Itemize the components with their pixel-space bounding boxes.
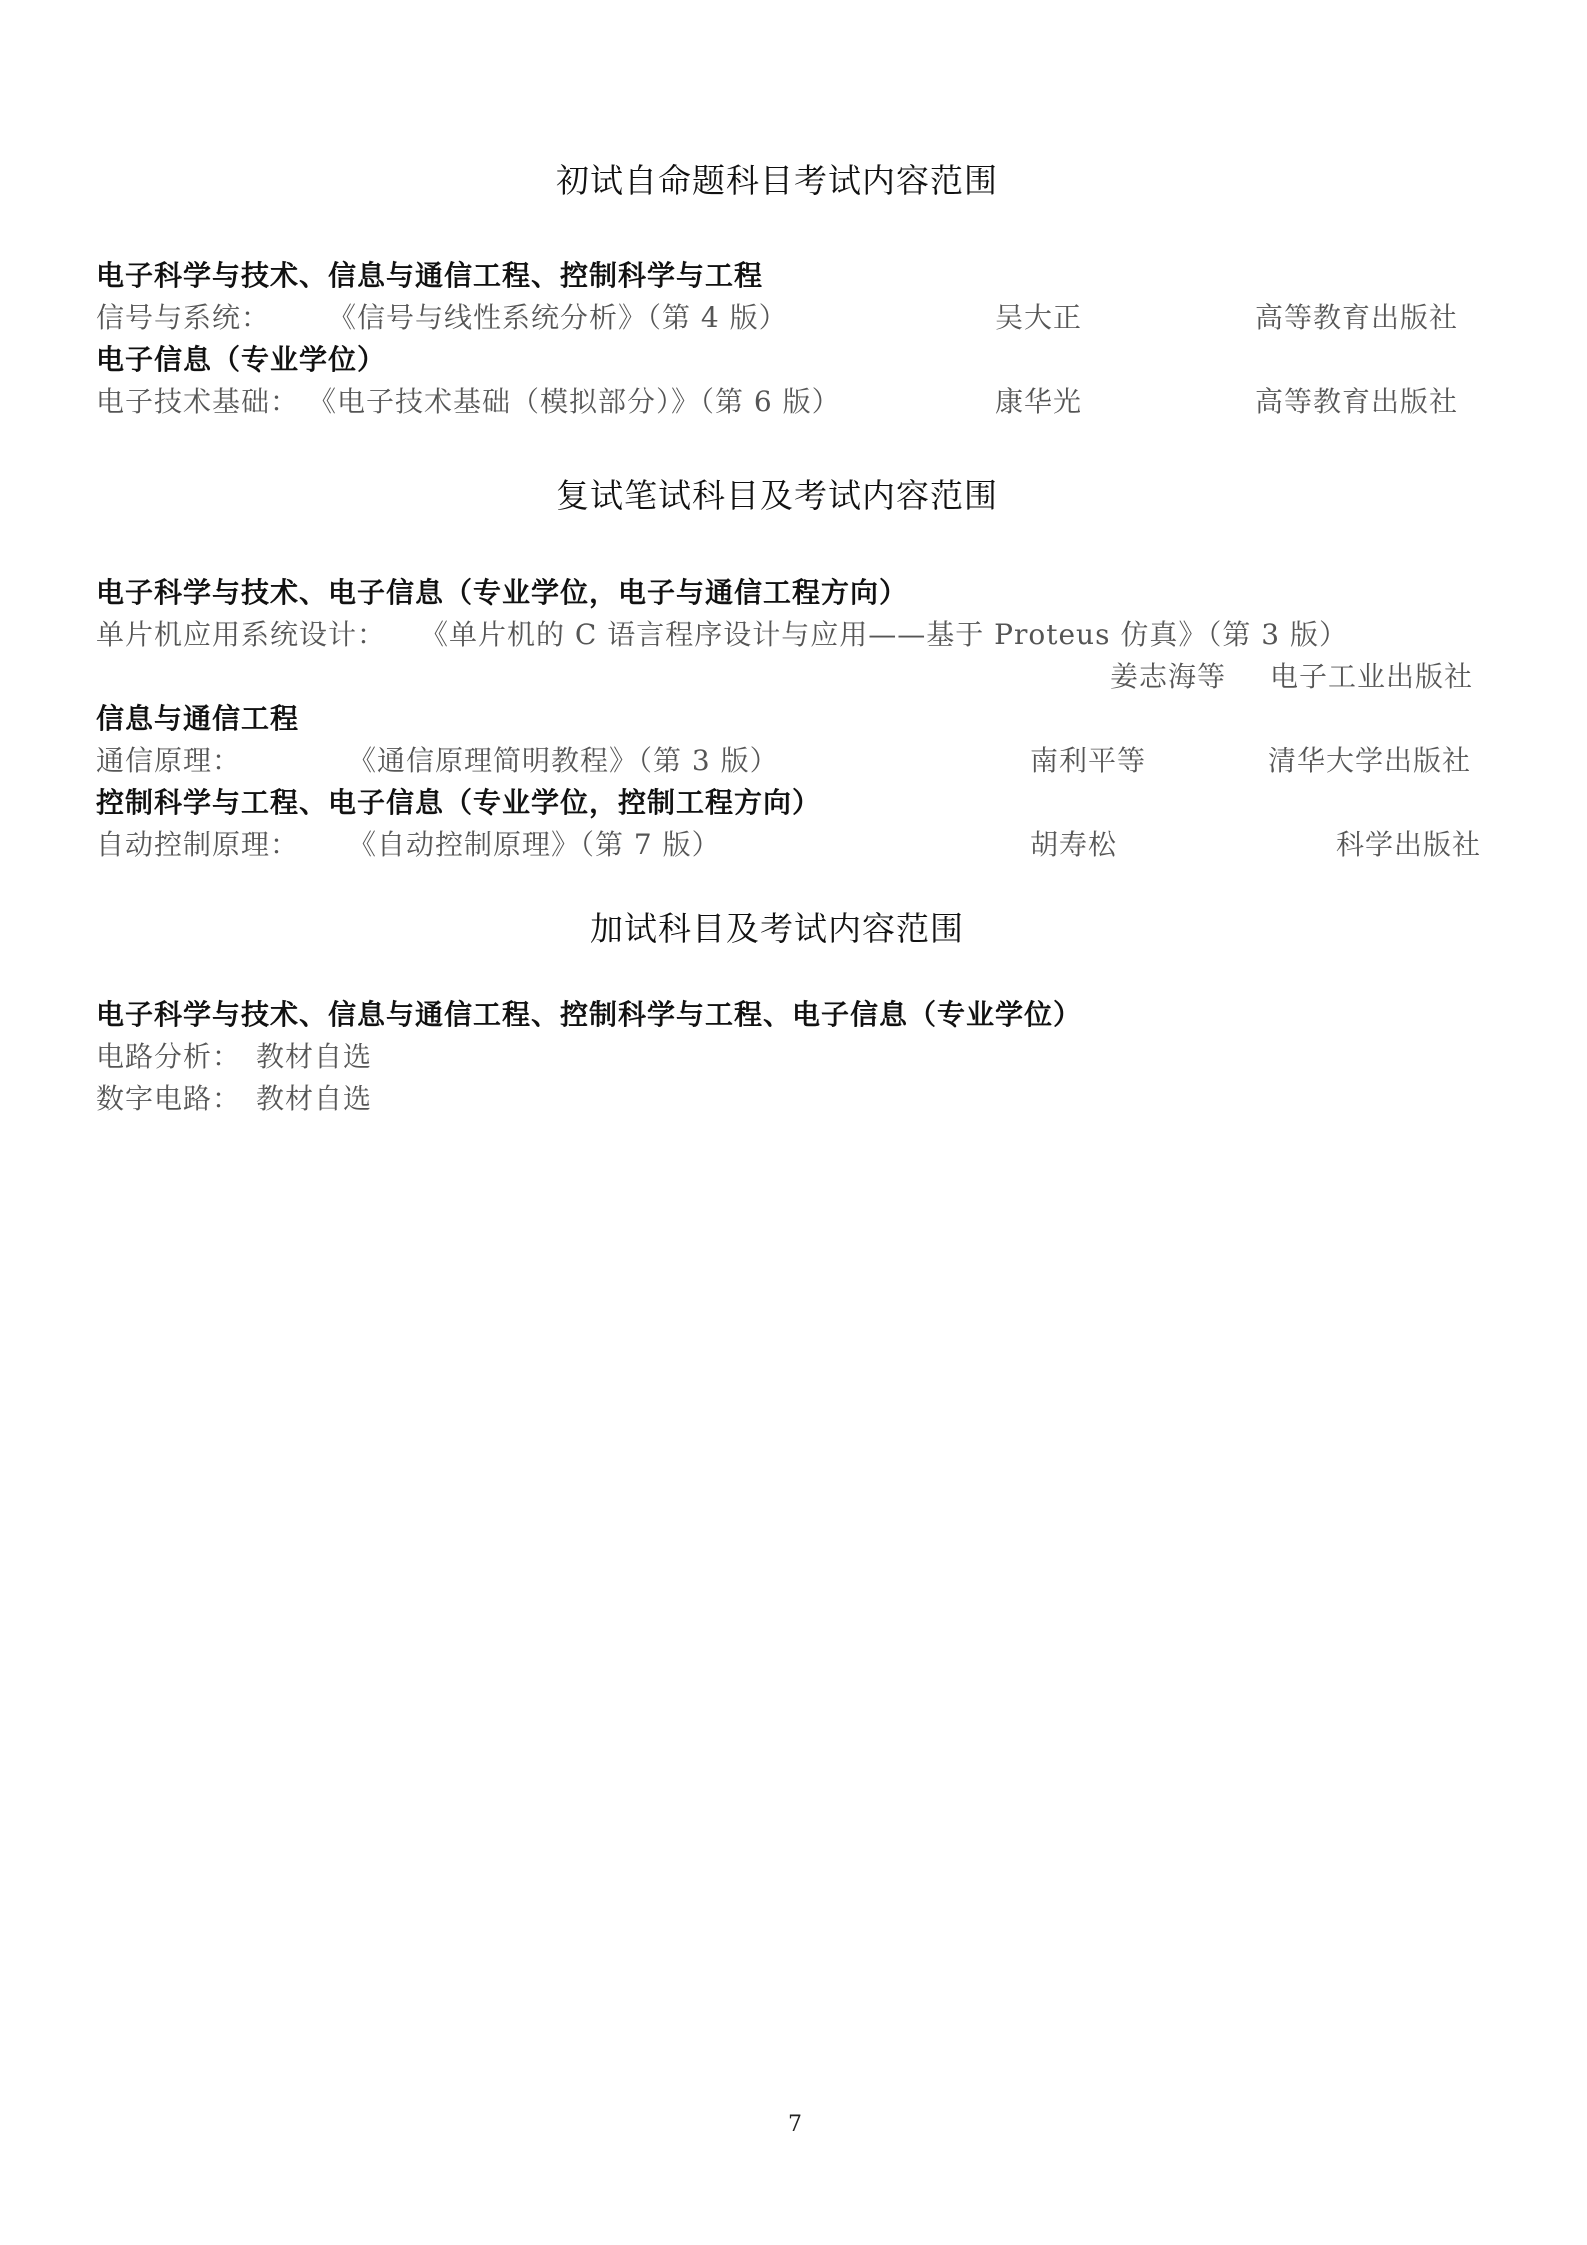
entry-book: 《通信原理简明教程》（第 3 版） xyxy=(348,744,779,777)
entry-author: 姜志海等 xyxy=(1110,660,1227,693)
entry-author: 康华光 xyxy=(995,385,1083,418)
entry-publisher: 高等教育出版社 xyxy=(1255,301,1459,334)
entry-author: 吴大正 xyxy=(995,301,1083,334)
section-title-additional-exam: 加试科目及考试内容范围 xyxy=(590,909,964,948)
section-title-retest-written: 复试笔试科目及考试内容范围 xyxy=(556,476,998,515)
entry-book: 《自动控制原理》（第 7 版） xyxy=(348,828,721,861)
entry-publisher: 高等教育出版社 xyxy=(1255,385,1459,418)
entry-subject: 电路分析： xyxy=(96,1040,242,1073)
entry-subject: 信号与系统： xyxy=(96,301,271,334)
section-title-initial-exam: 初试自命题科目考试内容范围 xyxy=(556,161,998,200)
group-heading: 电子科学与技术、电子信息（专业学位，电子与通信工程方向） xyxy=(96,576,909,609)
entry-book: 教材自选 xyxy=(256,1082,373,1115)
entry-publisher: 清华大学出版社 xyxy=(1268,744,1472,777)
entry-subject: 数字电路： xyxy=(96,1082,242,1115)
entry-subject: 通信原理： xyxy=(96,744,242,777)
entry-author: 胡寿松 xyxy=(1030,828,1118,861)
entry-book: 《电子技术基础（模拟部分）》（第 6 版） xyxy=(308,385,841,418)
entry-book: 《单片机的 C 语言程序设计与应用——基于 Proteus 仿真》（第 3 版） xyxy=(420,618,1348,651)
entry-subject: 电子技术基础： xyxy=(96,385,300,418)
group-heading: 控制科学与工程、电子信息（专业学位，控制工程方向） xyxy=(96,786,822,819)
group-heading: 电子科学与技术、信息与通信工程、控制科学与工程 xyxy=(96,259,764,292)
group-heading: 信息与通信工程 xyxy=(96,702,300,735)
entry-book: 《信号与线性系统分析》（第 4 版） xyxy=(328,301,788,334)
page-number: 7 xyxy=(788,2112,802,2137)
entry-publisher: 科学出版社 xyxy=(1336,828,1482,861)
group-heading: 电子科学与技术、信息与通信工程、控制科学与工程、电子信息（专业学位） xyxy=(96,998,1083,1031)
entry-subject: 单片机应用系统设计： xyxy=(96,618,387,651)
entry-author: 南利平等 xyxy=(1030,744,1147,777)
group-heading: 电子信息（专业学位） xyxy=(96,343,387,376)
entry-publisher: 电子工业出版社 xyxy=(1270,660,1474,693)
entry-subject: 自动控制原理： xyxy=(96,828,300,861)
entry-book: 教材自选 xyxy=(256,1040,373,1073)
